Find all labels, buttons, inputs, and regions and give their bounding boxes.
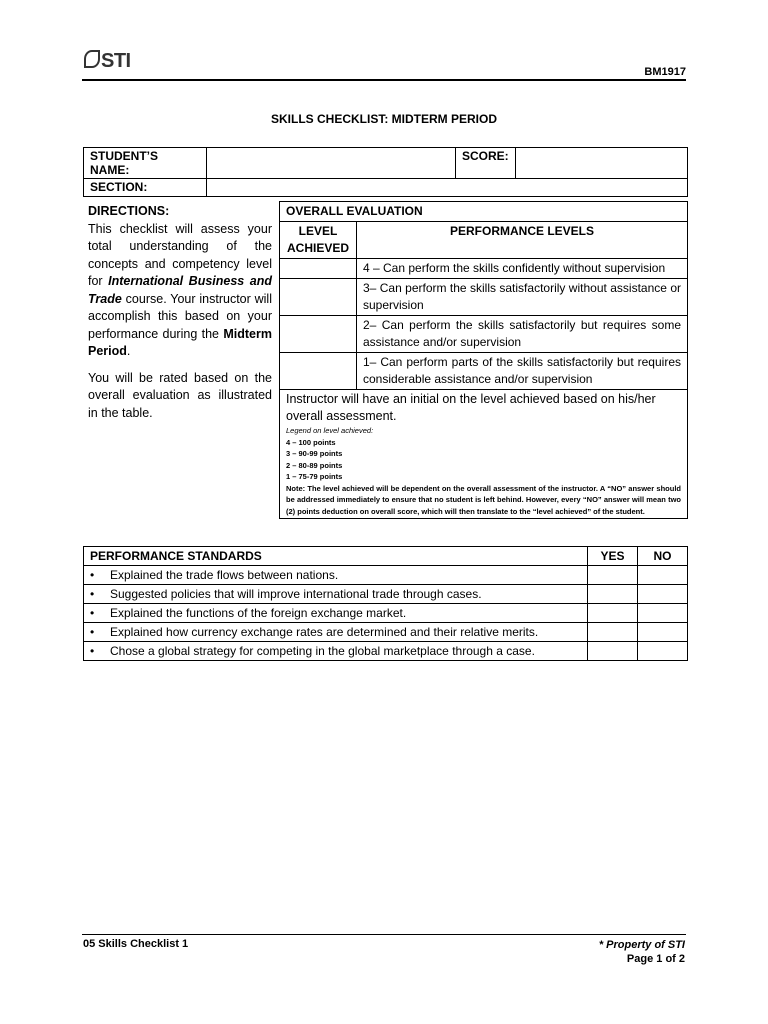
- period-name: Midterm Period: [88, 326, 272, 358]
- instructor-note: Instructor will have an initial on the level achieved based on his/her overall assessment.: [286, 392, 656, 423]
- standard-item: • Explained the functions of the foreign exchange market.: [84, 604, 588, 623]
- level-2-description: 2– Can perform the skills satisfactorily but requires some assistance and/or supervision: [357, 316, 688, 353]
- performance-standards-table: [83, 546, 688, 661]
- score-label: SCORE:: [456, 148, 516, 179]
- level-4-description: 4 – Can perform the skills confidently without supervision: [357, 259, 688, 279]
- legend-item: 2 – 80-89 points: [286, 460, 343, 470]
- standard-item: • Suggested policies that will improve international trade through cases.: [84, 585, 588, 604]
- score-field[interactable]: [515, 148, 687, 179]
- performance-levels-header: PERFORMANCE LEVELS: [357, 222, 688, 259]
- document-code: BM1917: [644, 66, 686, 78]
- header-divider: [82, 79, 686, 81]
- yes-checkbox-cell[interactable]: [588, 623, 638, 642]
- section-label: SECTION:: [84, 179, 207, 197]
- instructor-note-cell: [280, 390, 688, 519]
- no-checkbox-cell[interactable]: [638, 642, 688, 661]
- no-header: NO: [638, 547, 688, 566]
- sti-logo-icon: [84, 50, 100, 68]
- legend-heading: Legend on level achieved:: [286, 426, 374, 435]
- footer-divider: [82, 934, 686, 935]
- yes-checkbox-cell[interactable]: [588, 566, 638, 585]
- course-name: International Business and Trade: [88, 274, 272, 306]
- level-header-line1: LEVEL: [298, 224, 338, 238]
- overall-evaluation-table: [279, 201, 688, 519]
- page-title: SKILLS CHECKLIST: MIDTERM PERIOD: [270, 112, 497, 126]
- directions-text-1: This checklist will assess your total understanding of the concepts and competency level for: [88, 221, 272, 288]
- footer-document-name: 05 Skills Checklist 1: [83, 938, 189, 950]
- section-field[interactable]: [207, 179, 688, 197]
- level-2-achieved-cell[interactable]: [280, 316, 357, 353]
- yes-checkbox-cell[interactable]: [588, 642, 638, 661]
- legend-item: 4 – 100 points: [286, 437, 336, 447]
- directions-text-3: You will be rated based on the overall evaluation as illustrated in the table.: [88, 370, 272, 420]
- footer-property: * Property of STI: [598, 939, 685, 951]
- performance-standards-heading: PERFORMANCE STANDARDS: [84, 547, 588, 566]
- level-header-line2: ACHIEVED: [286, 241, 349, 255]
- legend-note: Note: The level achieved will be dependent on the overall assessment of the instructor. A “NO” answer should be addressed immediately to ensure that no student is left behind. However, every “NO” answer will mean two (2) points deduction on overall score, which will then translate to the “level achieved” of the student.: [286, 483, 681, 516]
- footer-right: [599, 938, 685, 966]
- no-checkbox-cell[interactable]: [638, 585, 688, 604]
- standard-item: • Explained how currency exchange rates are determined and their relative merits.: [84, 623, 588, 642]
- level-3-achieved-cell[interactable]: [280, 279, 357, 316]
- level-achieved-header: [280, 222, 357, 259]
- student-info-table: [83, 147, 688, 197]
- directions-text-2: course. Your instructor will accomplish this based on your performance during the: [88, 291, 272, 341]
- legend-item: 1 – 75-79 points: [286, 472, 343, 481]
- overall-evaluation-heading: OVERALL EVALUATION: [280, 202, 688, 222]
- yes-header: YES: [588, 547, 638, 566]
- footer-page-number: Page 1 of 2: [626, 953, 685, 965]
- level-1-achieved-cell[interactable]: [280, 353, 357, 390]
- logo-text: STI: [101, 50, 131, 72]
- student-name-label: STUDENT’S NAME:: [84, 148, 207, 179]
- legend-item: 3 – 90-99 points: [286, 449, 343, 458]
- level-1-description: 1– Can perform parts of the skills satisfactorily but requires considerable assistance and/or supervision: [357, 353, 688, 390]
- student-name-field[interactable]: [207, 148, 456, 179]
- no-checkbox-cell[interactable]: [638, 623, 688, 642]
- directions-heading: DIRECTIONS:: [88, 204, 170, 218]
- directions-period-end: .: [126, 344, 131, 358]
- no-checkbox-cell[interactable]: [638, 566, 688, 585]
- level-4-achieved-cell[interactable]: [280, 259, 357, 279]
- standard-item: • Chose a global strategy for competing in the global marketplace through a case.: [84, 642, 588, 661]
- standard-item: • Explained the trade flows between nations.: [84, 566, 588, 585]
- directions: [88, 203, 272, 431]
- no-checkbox-cell[interactable]: [638, 604, 688, 623]
- sti-logo: [84, 50, 131, 73]
- yes-checkbox-cell[interactable]: [588, 585, 638, 604]
- level-3-description: 3– Can perform the skills satisfactorily without assistance or supervision: [357, 279, 688, 316]
- yes-checkbox-cell[interactable]: [588, 604, 638, 623]
